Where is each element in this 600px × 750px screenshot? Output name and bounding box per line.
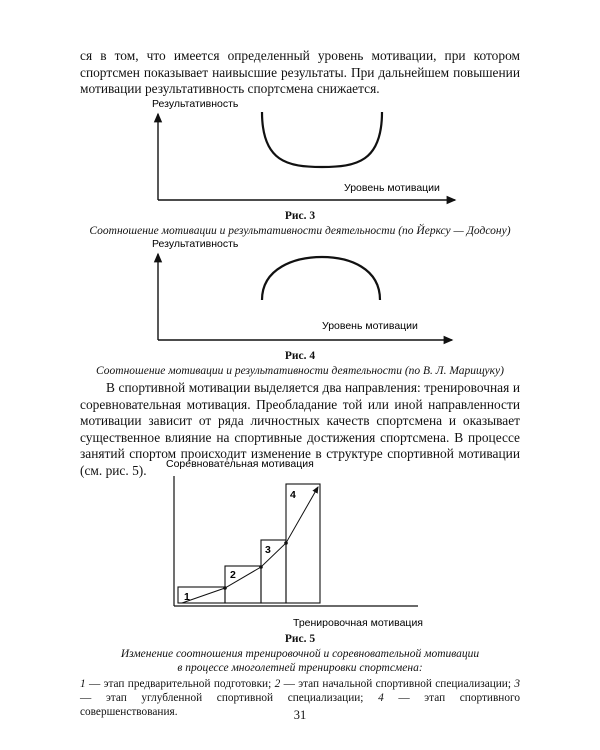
page-number: 31 — [293, 708, 307, 722]
legend-1-num: 1 — [80, 678, 86, 690]
fig4-x-label: Уровень мотивации — [322, 320, 418, 332]
legend-3-num: 3 — [514, 678, 520, 690]
figure-4-caption: Соотношение мотивации и результативности деятельности (по В. Л. Марищуку) — [96, 365, 504, 377]
fig3-curve — [262, 112, 382, 167]
paragraph-1: ся в том, что имеется определенный уровень мотивации, при котором спортсмен показывает наивысшие результаты. При дальнейшем повышении мотивации результативность спортсмена снижается. — [80, 48, 520, 97]
stage-1-label: 1 — [184, 591, 190, 603]
figure-5-caption-2: в процессе многолетней тренировки спортсмена: — [177, 662, 423, 674]
figure-5-number: Рис. 5 — [284, 633, 316, 645]
legend-3-text: — этап углубленной спортивной специализации; — [80, 692, 379, 704]
legend-2-text: — этап начальной спортивной специализации; — [280, 678, 515, 690]
fig5-x-label: Тренировочная мотивация — [293, 617, 423, 629]
legend-4-num: 4 — [378, 692, 384, 704]
fig5-point-3 — [284, 541, 288, 545]
stage-2-label: 2 — [230, 569, 236, 581]
fig3-x-label: Уровень мотивации — [344, 182, 440, 194]
fig5-y-label: Соревновательная мотивация — [166, 458, 314, 470]
stage-3-label: 3 — [265, 544, 271, 556]
figure-4-number: Рис. 4 — [284, 350, 316, 362]
paragraph-2: В спортивной мотивации выделяется два направления: тренировочная и соревновательная мотивация. Преобладание той или иной направленности мотивации зависит от ряда личностных качеств спортсмена и оказывает существенное влияние на спортивные достижения спортсмена. В процессе занятий спортом происходит изменение в структуре спортивной мотивации (см. рис. 5). — [80, 380, 520, 478]
figure-5-caption-1: Изменение соотношения тренировочной и соревновательной мотивации — [120, 648, 480, 660]
legend-4-text: — этап спортивного совершенствования. — [80, 692, 520, 718]
fig5-point-2 — [259, 565, 263, 569]
fig5-point-1 — [223, 586, 227, 590]
stage-4-label: 4 — [290, 489, 296, 501]
fig5-trajectory — [182, 487, 318, 603]
figure-3-number: Рис. 3 — [284, 210, 316, 222]
fig4-curve — [262, 257, 380, 300]
fig4-y-label: Результативность — [152, 238, 239, 250]
legend-2-num: 2 — [274, 678, 281, 690]
legend-1-text: — этап предварительной подготовки; — [85, 678, 275, 690]
fig3-y-label: Результативность — [152, 98, 239, 110]
figure-3-caption: Соотношение мотивации и результативности деятельности (по Йерксу — Додсону) — [89, 225, 511, 237]
stage-4-box — [286, 484, 320, 603]
